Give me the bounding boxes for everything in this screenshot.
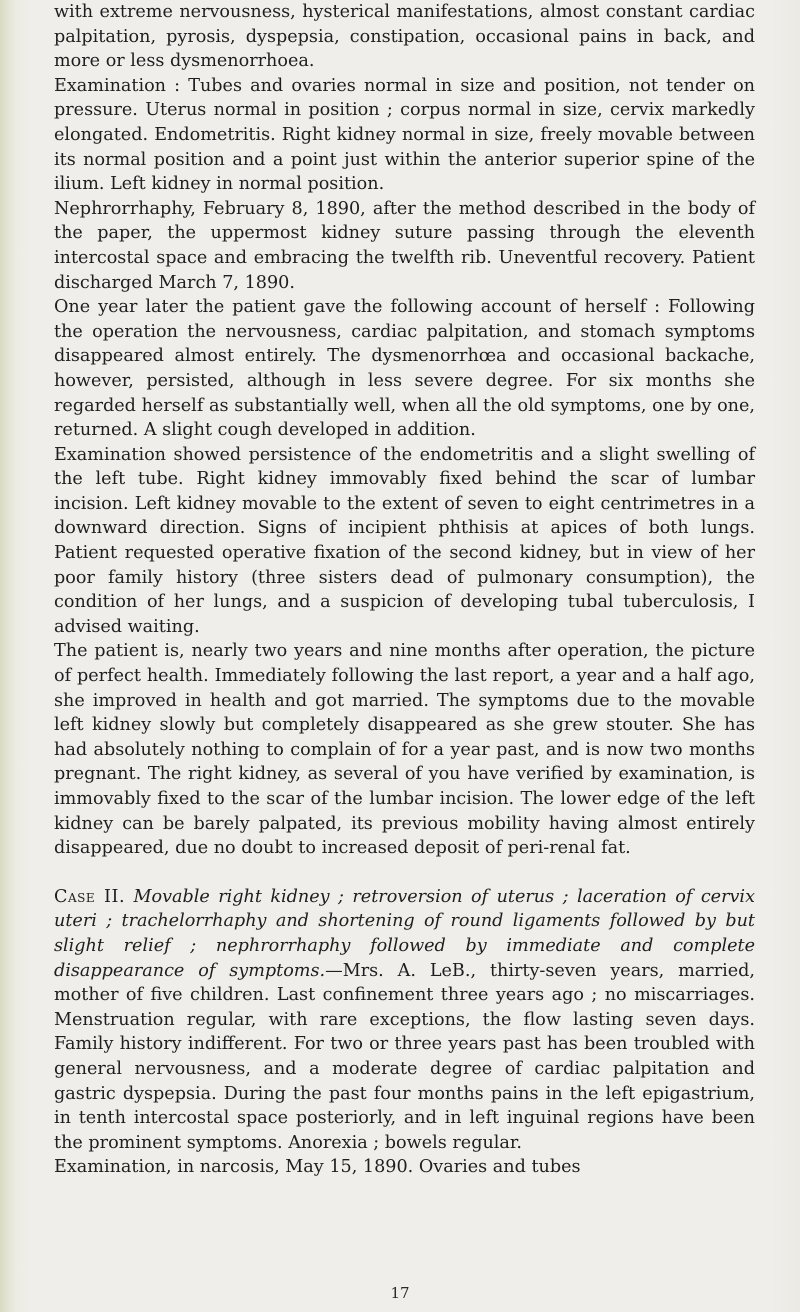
page-number: 17 (390, 1284, 410, 1302)
paragraph: with extreme nervousness, hysterical manifestations, almost constant cardiac palpitation, pyrosis, dyspepsia, constipation, occasional pains in back, and more or less dysmenorrhoea. (54, 2, 755, 72)
body-text (54, 0, 755, 1180)
case-body: —Mrs. A. LeB., thirty-seven years, married, mother of five children. Last confinement three years ago ; no miscarriages. Menstruation regular, with rare exceptions, the flow lasting seven days. Family history indifferent. For two or three years past has been troubled with general nervousness, and a moderate degree of cardiac palpitation and gastric dyspepsia. During the past four months pains in the left epigastrium, in tenth intercostal space posteriorly, and in left inguinal regions have been the prominent symptoms. Anorexia ; bowels regular. (54, 960, 756, 1153)
section-spacer (54, 861, 755, 885)
paragraph: One year later the patient gave the following account of herself : Following the operation the nervousness, cardiac palpitation, and stomach symptoms disappeared almost entirely. The dysmenorrhœa and occasional backache, however, persisted, although in less severe degree. For six months she regarded herself as substantially well, when all the old symptoms, one by one, returned. A slight cough developed in addition. (54, 297, 755, 441)
case-label: Case II. (54, 886, 126, 907)
case-ii-paragraph (54, 885, 755, 1156)
paragraph: Nephrorrhaphy, February 8, 1890, after the method described in the body of the paper, the uppermost kidney suture passing through the eleventh intercostal space and embracing the twelfth rib. Uneventful recovery. Patient discharged March 7, 1890. (54, 198, 755, 293)
paragraph: Examination : Tubes and ovaries normal in size and position, not tender on pressure. Uterus normal in position ; corpus normal in size, cervix markedly elongated. Endometritis. Right kidney normal in size, freely movable between its normal position and a point just within the anterior superior spine of the ilium. Left kidney in normal position. (54, 75, 755, 195)
paragraph: The patient is, nearly two years and nine months after operation, the picture of perfect health. Immediately following the last report, a year and a half ago, she improved in health and got married. The symptoms due to the movable left kidney slowly but completely disappeared as she grew stouter. She has had absolutely nothing to complain of for a year past, and is now two months pregnant. The right kidney, as several of you have verified by examination, is immovably fixed to the scar of the lumbar incision. The lower edge of the left kidney can be barely palpated, its previous mobility having almost entirely disappeared, due no doubt to increased deposit of peri-renal fat. (54, 641, 755, 859)
paragraph: Examination, in narcosis, May 15, 1890. Ovaries and tubes (54, 1157, 581, 1178)
paragraph: Examination showed persistence of the endometritis and a slight swelling of the left tube. Right kidney immovably fixed behind the scar of lumbar incision. Left kidney movable to the extent of seven to eight centrimetres in a downward direction. Signs of incipient phthisis at apices of both lungs. Patient requested operative fixation of the second kidney, but in view of her poor family history (three sisters dead of pulmonary consumption), the condition of her lungs, and a suspicion of developing tubal tuberculosis, I advised waiting. (54, 444, 755, 637)
case-title: Movable right kidney ; retroversion of uterus ; laceration of cervix uteri ; trachelorrhaphy and shortening of round ligaments followed by but slight relief ; nephrorrhaphy followed by immediate and complete disappearance of symptoms. (54, 886, 755, 981)
